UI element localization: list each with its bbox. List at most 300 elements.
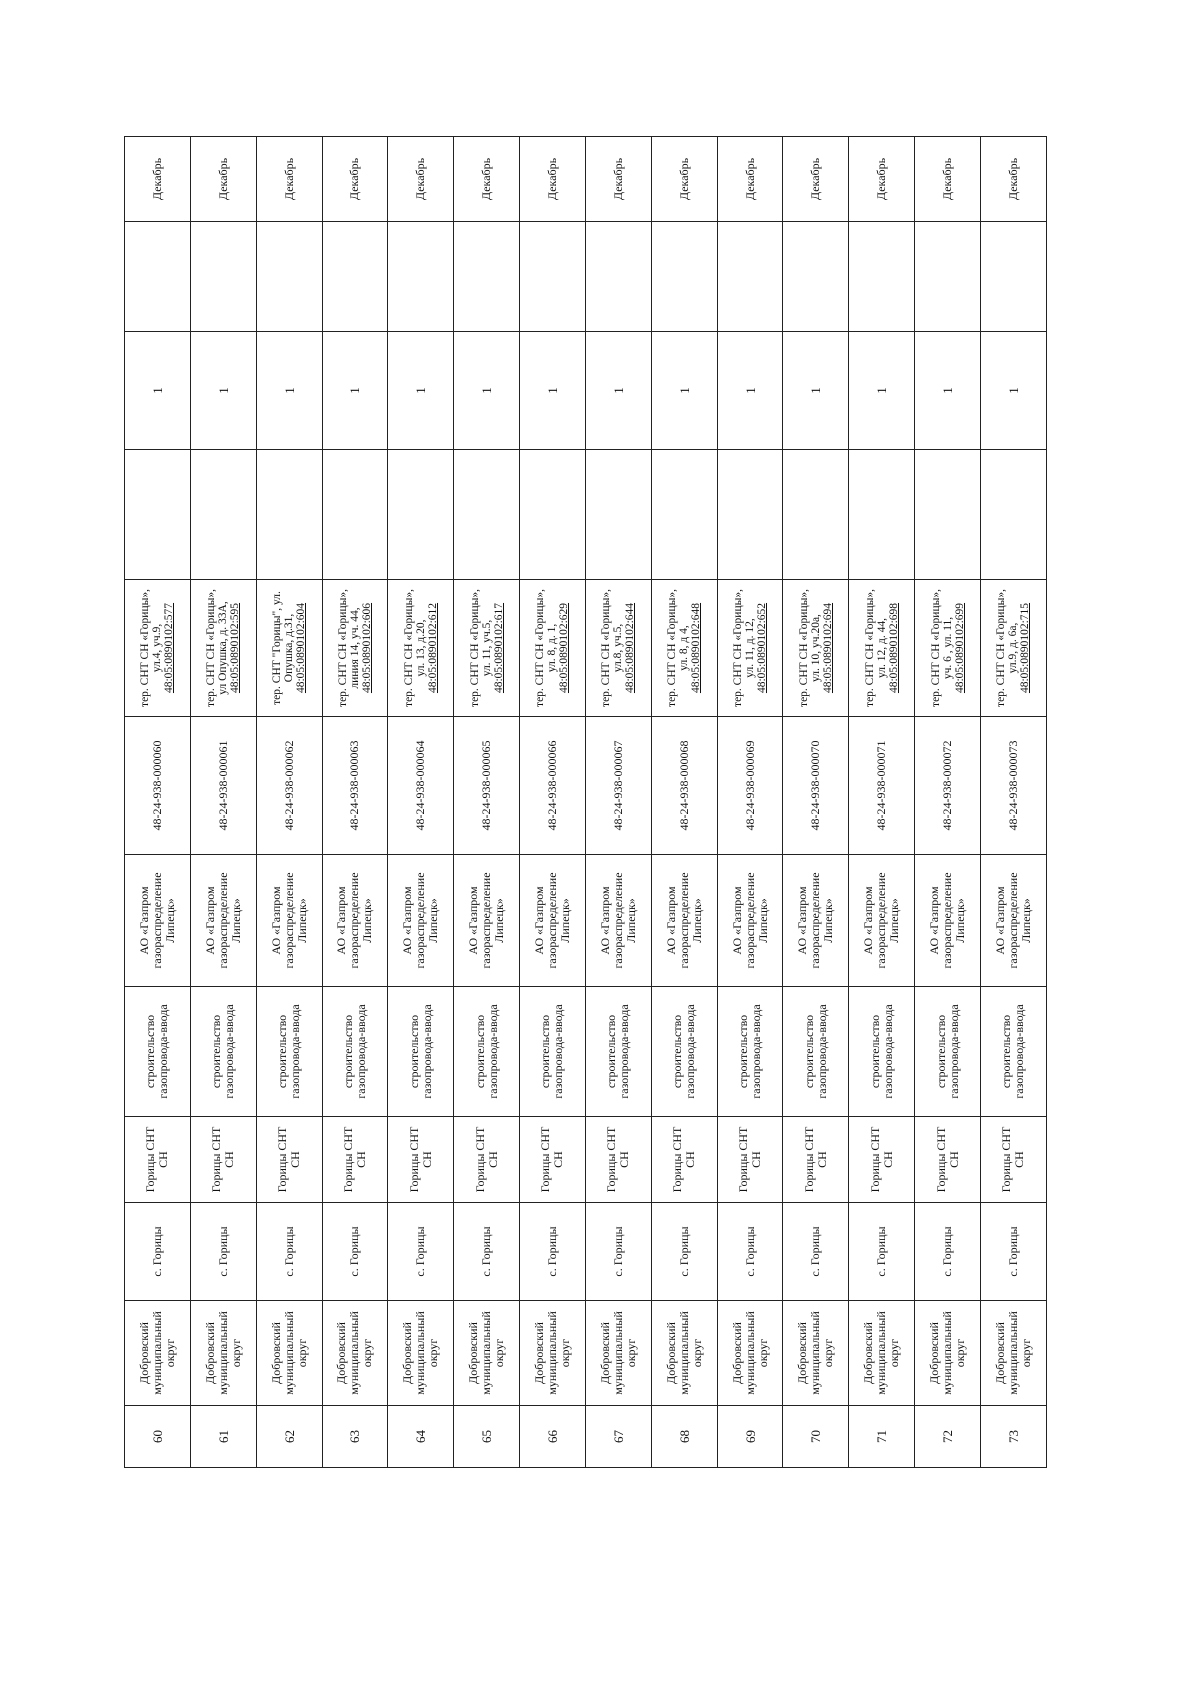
organization-cell — [717, 855, 783, 987]
row-number-cell — [454, 1406, 520, 1468]
cadastral-number: 48:05:0890102:698 — [887, 602, 900, 694]
quantity-cell — [717, 332, 783, 450]
work-type-cell — [915, 987, 981, 1117]
address-text: тер. СНТ СН «Горицы», ул. 13, д.20, — [402, 589, 427, 707]
empty-cell — [125, 222, 191, 332]
organization-cell — [454, 855, 520, 987]
work-type-text: строительство газопровода-ввода — [538, 1004, 566, 1099]
quantity-cell — [190, 332, 256, 450]
object-code-text: 48-24-938-000072 — [940, 740, 955, 831]
quantity-cell — [388, 332, 454, 450]
village-cell — [980, 1203, 1046, 1301]
month-cell — [322, 137, 388, 222]
empty-cell — [454, 222, 520, 332]
quantity-cell — [322, 332, 388, 450]
empty-cell — [651, 450, 717, 580]
month-cell — [651, 137, 717, 222]
object-code-text: 48-24-938-000060 — [149, 740, 164, 831]
quantity-cell — [980, 332, 1046, 450]
address-text: тер. СНТ СН «Горицы», линия 14, уч. 44, — [336, 589, 361, 707]
empty-cell — [915, 450, 981, 580]
village-text: с. Горицы — [479, 1226, 494, 1277]
row-number-cell — [980, 1406, 1046, 1468]
row-number-cell — [651, 1406, 717, 1468]
quantity-text: 1 — [610, 387, 626, 394]
quantity-text: 1 — [544, 387, 560, 394]
district-text: Добровский муниципальный округ — [334, 1311, 375, 1395]
empty-cell — [190, 222, 256, 332]
village-text: с. Горицы — [940, 1226, 955, 1277]
cadastral-number: 48:05:0890102:577 — [163, 602, 176, 694]
empty-cell — [717, 450, 783, 580]
quantity-cell — [125, 332, 191, 450]
empty-cell — [388, 450, 454, 580]
district-cell — [520, 1301, 586, 1406]
object-text: Горицы СНТ СН — [999, 1126, 1027, 1193]
village-cell — [717, 1203, 783, 1301]
address-cell — [520, 580, 586, 717]
work-type-text: строительство газопровода-ввода — [867, 1004, 895, 1099]
object-code-cell — [651, 717, 717, 855]
row-number-text: 61 — [215, 1430, 231, 1443]
empty-cell — [190, 450, 256, 580]
row-number-cell — [585, 1406, 651, 1468]
address-cell — [980, 580, 1046, 717]
work-type-cell — [256, 987, 322, 1117]
table-row — [783, 137, 849, 1468]
object-code-text: 48-24-938-000065 — [479, 740, 494, 831]
quantity-text: 1 — [215, 387, 231, 394]
village-text: с. Горицы — [1005, 1226, 1020, 1277]
work-type-text: строительство газопровода-ввода — [472, 1004, 500, 1099]
object-code-text: 48-24-938-000063 — [347, 740, 362, 831]
district-text: Добровский муниципальный округ — [268, 1311, 309, 1395]
village-text: с. Горицы — [808, 1226, 823, 1277]
gas-pipeline-schedule-table — [124, 136, 1047, 1468]
work-type-text: строительство газопровода-ввода — [143, 1004, 171, 1099]
organization-text: АО «Газпром газораспределение Липецк» — [729, 872, 770, 969]
cadastral-number: 48:05:0890102:629 — [558, 602, 571, 694]
month-cell — [256, 137, 322, 222]
address-cell — [915, 580, 981, 717]
district-text: Добровский муниципальный округ — [597, 1311, 638, 1395]
object-code-cell — [256, 717, 322, 855]
quantity-text: 1 — [940, 387, 956, 394]
quantity-text: 1 — [281, 387, 297, 394]
table-body — [125, 137, 1047, 1468]
empty-cell — [980, 222, 1046, 332]
organization-text: АО «Газпром газораспределение Липецк» — [992, 872, 1033, 969]
object-code-cell — [980, 717, 1046, 855]
work-type-text: строительство газопровода-ввода — [999, 1004, 1027, 1099]
address-cell — [651, 580, 717, 717]
organization-cell — [322, 855, 388, 987]
organization-text: АО «Газпром газораспределение Липецк» — [400, 872, 441, 969]
empty-cell — [783, 222, 849, 332]
village-text: с. Горицы — [676, 1226, 691, 1277]
month-cell — [520, 137, 586, 222]
table-row — [388, 137, 454, 1468]
district-cell — [585, 1301, 651, 1406]
cadastral-number: 48:05:0890102:612 — [426, 602, 439, 694]
village-text: с. Горицы — [347, 1226, 362, 1277]
object-code-cell — [454, 717, 520, 855]
organization-text: АО «Газпром газораспределение Липецк» — [795, 872, 836, 969]
month-cell — [388, 137, 454, 222]
empty-cell — [915, 222, 981, 332]
district-text: Добровский муниципальный округ — [663, 1311, 704, 1395]
quantity-text: 1 — [413, 387, 429, 394]
object-cell — [717, 1117, 783, 1203]
quantity-text: 1 — [676, 387, 692, 394]
district-text: Добровский муниципальный округ — [861, 1311, 902, 1395]
month-cell — [849, 137, 915, 222]
district-cell — [256, 1301, 322, 1406]
month-text: Декабрь — [808, 157, 823, 201]
quantity-cell — [454, 332, 520, 450]
object-code-cell — [783, 717, 849, 855]
address-cell — [849, 580, 915, 717]
district-text: Добровский муниципальный округ — [927, 1311, 968, 1395]
work-type-cell — [585, 987, 651, 1117]
empty-cell — [322, 222, 388, 332]
object-text: Горицы СНТ СН — [736, 1126, 764, 1193]
village-text: с. Горицы — [215, 1226, 230, 1277]
village-cell — [849, 1203, 915, 1301]
quantity-text: 1 — [808, 387, 824, 394]
quantity-text: 1 — [149, 387, 165, 394]
object-code-text: 48-24-938-000061 — [215, 740, 230, 831]
address-text: тер. СНТ "Горицы", ул. Опушка, д.31, — [271, 591, 296, 705]
district-cell — [190, 1301, 256, 1406]
district-text: Добровский муниципальный округ — [202, 1311, 243, 1395]
table-row — [849, 137, 915, 1468]
row-number-cell — [915, 1406, 981, 1468]
month-text: Декабрь — [874, 157, 889, 201]
row-number-cell — [125, 1406, 191, 1468]
work-type-cell — [980, 987, 1046, 1117]
organization-text: АО «Газпром газораспределение Липецк» — [334, 872, 375, 969]
object-text: Горицы СНТ СН — [538, 1126, 566, 1193]
empty-cell — [717, 222, 783, 332]
object-text: Горицы СНТ СН — [867, 1126, 895, 1193]
district-cell — [388, 1301, 454, 1406]
object-text: Горицы СНТ СН — [604, 1126, 632, 1193]
object-text: Горицы СНТ СН — [801, 1126, 829, 1193]
table-row — [190, 137, 256, 1468]
month-text: Декабрь — [742, 157, 757, 201]
object-code-cell — [388, 717, 454, 855]
organization-cell — [190, 855, 256, 987]
table-row — [454, 137, 520, 1468]
village-cell — [454, 1203, 520, 1301]
address-text: тер. СНТ СН «Горицы», ул. 11, уч.5, — [468, 589, 493, 707]
district-cell — [980, 1301, 1046, 1406]
object-code-text: 48-24-938-000070 — [808, 740, 823, 831]
work-type-cell — [388, 987, 454, 1117]
table-row — [125, 137, 191, 1468]
row-number-text: 63 — [347, 1430, 363, 1443]
cadastral-number: 48:05:0890102:606 — [360, 602, 373, 694]
organization-text: АО «Газпром газораспределение Липецк» — [861, 872, 902, 969]
cadastral-number: 48:05:0890102:644 — [624, 602, 637, 694]
address-cell — [190, 580, 256, 717]
work-type-cell — [125, 987, 191, 1117]
organization-text: АО «Газпром газораспределение Липецк» — [597, 872, 638, 969]
object-cell — [322, 1117, 388, 1203]
object-code-cell — [322, 717, 388, 855]
village-text: с. Горицы — [281, 1226, 296, 1277]
table-row — [980, 137, 1046, 1468]
address-cell — [125, 580, 191, 717]
empty-cell — [256, 222, 322, 332]
row-number-text: 67 — [610, 1430, 626, 1443]
address-text: тер. СНТ СН «Горицы», ул Опушка, д. 33А, — [205, 589, 230, 707]
row-number-text: 72 — [940, 1430, 956, 1443]
object-code-cell — [520, 717, 586, 855]
village-cell — [190, 1203, 256, 1301]
row-number-text: 70 — [808, 1430, 824, 1443]
month-text: Декабрь — [479, 157, 494, 201]
table-row — [322, 137, 388, 1468]
work-type-cell — [783, 987, 849, 1117]
village-text: с. Горицы — [874, 1226, 889, 1277]
table-row — [585, 137, 651, 1468]
month-cell — [783, 137, 849, 222]
row-number-cell — [520, 1406, 586, 1468]
row-number-cell — [783, 1406, 849, 1468]
cadastral-number: 48:05:0890102:652 — [756, 602, 769, 694]
address-cell — [585, 580, 651, 717]
object-cell — [190, 1117, 256, 1203]
object-cell — [783, 1117, 849, 1203]
table-row — [520, 137, 586, 1468]
work-type-text: строительство газопровода-ввода — [275, 1004, 303, 1099]
object-cell — [454, 1117, 520, 1203]
work-type-cell — [717, 987, 783, 1117]
cadastral-number: 48:05:0890102:595 — [229, 602, 242, 694]
work-type-text: строительство газопровода-ввода — [406, 1004, 434, 1099]
organization-text: АО «Газпром газораспределение Липецк» — [466, 872, 507, 969]
village-text: с. Горицы — [610, 1226, 625, 1277]
village-text: с. Горицы — [544, 1226, 559, 1277]
organization-cell — [980, 855, 1046, 987]
row-number-text: 60 — [149, 1430, 165, 1443]
empty-cell — [520, 450, 586, 580]
object-text: Горицы СНТ СН — [209, 1126, 237, 1193]
empty-cell — [980, 450, 1046, 580]
district-text: Добровский муниципальный округ — [136, 1311, 177, 1395]
village-cell — [520, 1203, 586, 1301]
object-code-cell — [125, 717, 191, 855]
month-cell — [585, 137, 651, 222]
row-number-text: 64 — [413, 1430, 429, 1443]
address-text: тер. СНТ СН «Горицы», ул. 10, уч.20а, — [797, 589, 822, 707]
object-code-cell — [849, 717, 915, 855]
object-cell — [585, 1117, 651, 1203]
organization-cell — [915, 855, 981, 987]
month-text: Декабрь — [149, 157, 164, 201]
organization-text: АО «Газпром газораспределение Липецк» — [202, 872, 243, 969]
organization-cell — [585, 855, 651, 987]
month-text: Декабрь — [544, 157, 559, 201]
empty-cell — [125, 450, 191, 580]
work-type-cell — [520, 987, 586, 1117]
district-text: Добровский муниципальный округ — [729, 1311, 770, 1395]
object-text: Горицы СНТ СН — [275, 1126, 303, 1193]
object-text: Горицы СНТ СН — [933, 1126, 961, 1193]
row-number-text: 62 — [281, 1430, 297, 1443]
quantity-text: 1 — [742, 387, 758, 394]
district-cell — [651, 1301, 717, 1406]
object-cell — [520, 1117, 586, 1203]
address-cell — [454, 580, 520, 717]
cadastral-number: 48:05:0890102:617 — [492, 602, 505, 694]
object-cell — [651, 1117, 717, 1203]
table-row — [717, 137, 783, 1468]
organization-cell — [849, 855, 915, 987]
village-cell — [388, 1203, 454, 1301]
district-text: Добровский муниципальный округ — [992, 1311, 1033, 1395]
quantity-cell — [256, 332, 322, 450]
object-cell — [915, 1117, 981, 1203]
work-type-cell — [190, 987, 256, 1117]
address-text: тер. СНТ СН «Горицы», ул.4, уч.9, — [139, 589, 164, 707]
object-cell — [388, 1117, 454, 1203]
work-type-text: строительство газопровода-ввода — [933, 1004, 961, 1099]
empty-cell — [585, 450, 651, 580]
work-type-text: строительство газопровода-ввода — [801, 1004, 829, 1099]
address-cell — [783, 580, 849, 717]
month-cell — [125, 137, 191, 222]
object-code-cell — [717, 717, 783, 855]
quantity-text: 1 — [347, 387, 363, 394]
organization-cell — [783, 855, 849, 987]
address-cell — [388, 580, 454, 717]
cadastral-number: 48:05:0890102:694 — [821, 602, 834, 694]
empty-cell — [322, 450, 388, 580]
object-code-text: 48-24-938-000073 — [1005, 740, 1020, 831]
empty-cell — [849, 222, 915, 332]
village-cell — [322, 1203, 388, 1301]
quantity-text: 1 — [874, 387, 890, 394]
object-code-text: 48-24-938-000071 — [874, 740, 889, 831]
village-text: с. Горицы — [413, 1226, 428, 1277]
empty-cell — [454, 450, 520, 580]
empty-cell — [520, 222, 586, 332]
organization-text: АО «Газпром газораспределение Липецк» — [531, 872, 572, 969]
district-cell — [783, 1301, 849, 1406]
district-text: Добровский муниципальный округ — [795, 1311, 836, 1395]
object-text: Горицы СНТ СН — [472, 1126, 500, 1193]
district-cell — [717, 1301, 783, 1406]
organization-text: АО «Газпром газораспределение Липецк» — [663, 872, 704, 969]
month-cell — [190, 137, 256, 222]
month-cell — [717, 137, 783, 222]
quantity-text: 1 — [1005, 387, 1021, 394]
address-cell — [322, 580, 388, 717]
district-cell — [322, 1301, 388, 1406]
cadastral-number: 48:05:0890102:699 — [953, 602, 966, 694]
village-cell — [651, 1203, 717, 1301]
organization-cell — [388, 855, 454, 987]
work-type-cell — [322, 987, 388, 1117]
district-cell — [915, 1301, 981, 1406]
object-code-text: 48-24-938-000067 — [610, 740, 625, 831]
row-number-text: 65 — [479, 1430, 495, 1443]
district-cell — [454, 1301, 520, 1406]
empty-cell — [849, 450, 915, 580]
address-cell — [717, 580, 783, 717]
empty-cell — [585, 222, 651, 332]
quantity-cell — [783, 332, 849, 450]
row-number-cell — [717, 1406, 783, 1468]
table-row — [256, 137, 322, 1468]
work-type-text: строительство газопровода-ввода — [340, 1004, 368, 1099]
month-text: Декабрь — [281, 157, 296, 201]
month-cell — [915, 137, 981, 222]
district-text: Добровский муниципальный округ — [531, 1311, 572, 1395]
month-text: Декабрь — [215, 157, 230, 201]
object-code-text: 48-24-938-000069 — [742, 740, 757, 831]
month-text: Декабрь — [940, 157, 955, 201]
address-text: тер. СНТ СН «Горицы», уч. 6 , ул. 11, — [929, 589, 954, 707]
cadastral-number: 48:05:0890102:715 — [1019, 602, 1032, 694]
district-text: Добровский муниципальный округ — [466, 1311, 507, 1395]
organization-cell — [256, 855, 322, 987]
organization-cell — [125, 855, 191, 987]
object-text: Горицы СНТ СН — [143, 1126, 171, 1193]
empty-cell — [256, 450, 322, 580]
quantity-cell — [915, 332, 981, 450]
work-type-cell — [849, 987, 915, 1117]
object-code-cell — [190, 717, 256, 855]
object-text: Горицы СНТ СН — [406, 1126, 434, 1193]
district-cell — [125, 1301, 191, 1406]
row-number-cell — [256, 1406, 322, 1468]
month-text: Декабрь — [676, 157, 691, 201]
row-number-cell — [849, 1406, 915, 1468]
village-cell — [125, 1203, 191, 1301]
village-text: с. Горицы — [742, 1226, 757, 1277]
object-cell — [125, 1117, 191, 1203]
row-number-text: 66 — [544, 1430, 560, 1443]
work-type-text: строительство газопровода-ввода — [209, 1004, 237, 1099]
address-text: тер. СНТ СН «Горицы», ул. 8, д. 1, — [534, 589, 559, 707]
object-code-text: 48-24-938-000066 — [544, 740, 559, 831]
object-code-text: 48-24-938-000068 — [676, 740, 691, 831]
row-number-text: 69 — [742, 1430, 758, 1443]
empty-cell — [651, 222, 717, 332]
address-text: тер. СНТ СН «Горицы», ул. 11, д. 12, — [732, 589, 757, 707]
village-cell — [256, 1203, 322, 1301]
address-text: тер. СНТ СН «Горицы», ул.8, уч.5, — [600, 589, 625, 707]
rotated-table-page — [124, 137, 1046, 1468]
table-row — [915, 137, 981, 1468]
village-cell — [585, 1203, 651, 1301]
month-text: Декабрь — [347, 157, 362, 201]
month-text: Декабрь — [610, 157, 625, 201]
object-cell — [980, 1117, 1046, 1203]
organization-cell — [520, 855, 586, 987]
work-type-text: строительство газопровода-ввода — [670, 1004, 698, 1099]
month-cell — [454, 137, 520, 222]
district-cell — [849, 1301, 915, 1406]
month-text: Декабрь — [413, 157, 428, 201]
cadastral-number: 48:05:0890102:648 — [690, 602, 703, 694]
quantity-cell — [520, 332, 586, 450]
work-type-cell — [651, 987, 717, 1117]
